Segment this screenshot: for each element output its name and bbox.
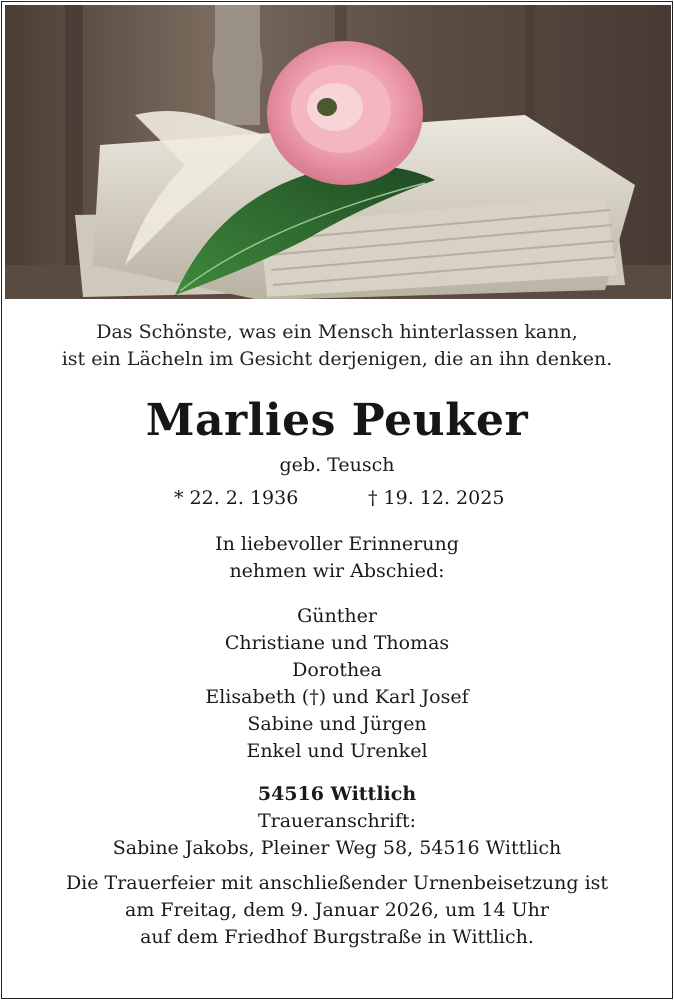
- notice-text: [2, 299, 672, 951]
- funeral-line: auf dem Friedhof Burgstraße in Wittlich.: [140, 926, 534, 948]
- funeral-info: [2, 870, 672, 951]
- memory-text: [2, 531, 672, 585]
- life-dates: [2, 483, 672, 515]
- quote-line: ist ein Lächeln im Gesicht derjenigen, die an ihn denken.: [61, 348, 613, 370]
- memory-line: nehmen wir Abschied:: [229, 560, 445, 582]
- funeral-line: Die Trauerfeier mit anschließender Urnenbeisetzung ist: [65, 872, 609, 894]
- mourner-entry: Sabine und Jürgen: [247, 713, 427, 735]
- obituary-notice: [1, 1, 673, 999]
- birth-date: * 22. 2. 1936: [174, 487, 299, 509]
- city: 54516 Wittlich: [257, 783, 417, 805]
- address-block: [2, 781, 672, 862]
- maiden-name: geb. Teusch: [279, 454, 395, 476]
- rose-on-books-image: [5, 5, 671, 299]
- address-line: Sabine Jakobs, Pleiner Weg 58, 54516 Wittlich: [112, 837, 562, 859]
- address-label: Traueranschrift:: [257, 810, 417, 832]
- mourner-entry: Christiane und Thomas: [224, 632, 450, 654]
- death-date: † 19. 12. 2025: [368, 487, 505, 509]
- quote-line: Das Schönste, was ein Mensch hinterlassen kann,: [96, 321, 578, 343]
- mourner-entry: Elisabeth (†) und Karl Josef: [205, 686, 469, 708]
- mourners-list: [2, 603, 672, 765]
- mourner-entry: Dorothea: [292, 659, 382, 681]
- mourner-entry: Günther: [297, 605, 377, 627]
- funeral-line: am Freitag, dem 9. Januar 2026, um 14 Uhr: [125, 899, 549, 921]
- quote: [2, 319, 672, 373]
- memory-line: In liebevoller Erinnerung: [215, 533, 459, 555]
- deceased-name: Marlies Peuker: [145, 395, 529, 446]
- mourner-entry: Enkel und Urenkel: [246, 740, 428, 762]
